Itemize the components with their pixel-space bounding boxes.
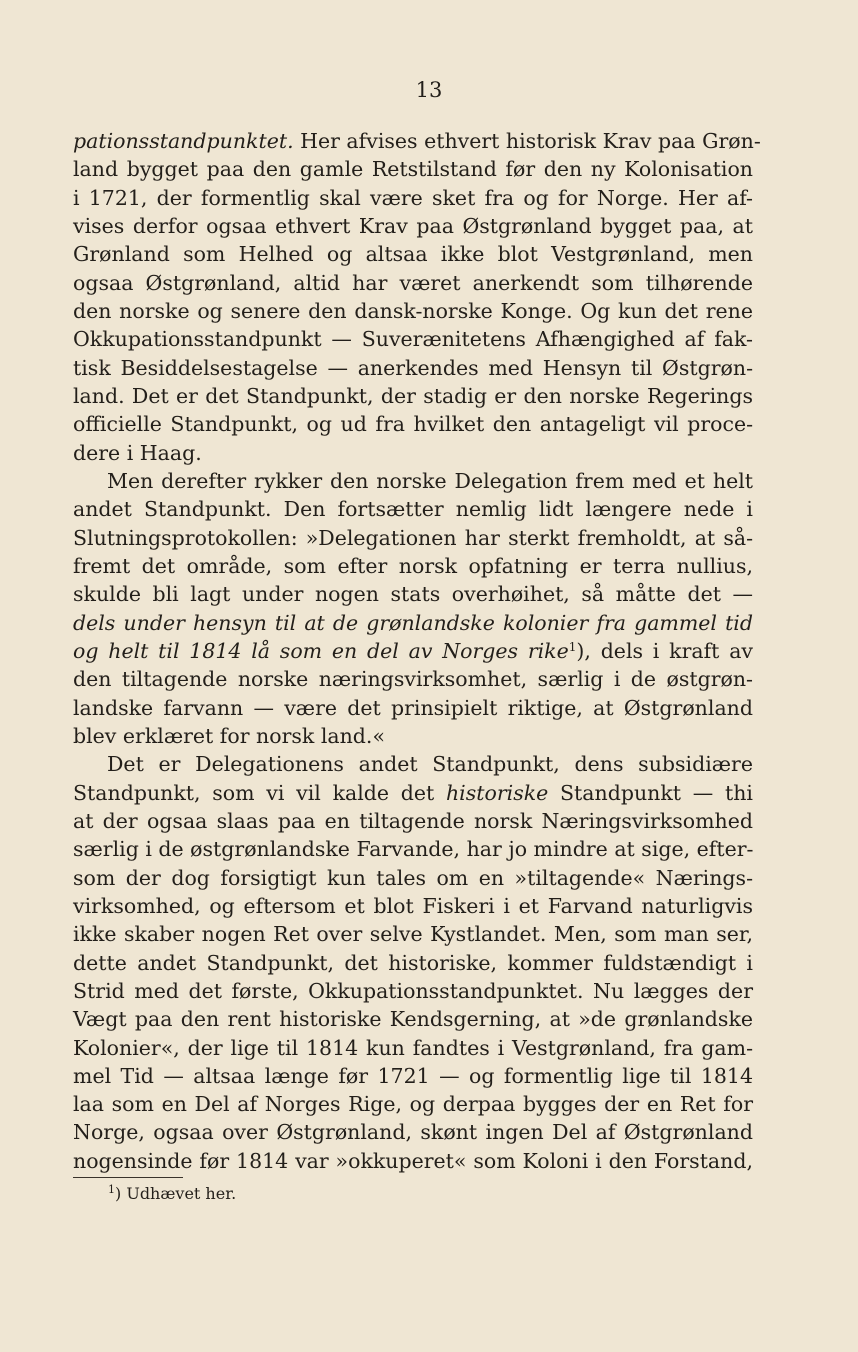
text-line xyxy=(73,184,753,212)
text-segment: ogsaa Østgrønland, altid har været anerkendt som tilhørende xyxy=(73,270,753,295)
text-segment: land. Det er det Standpunkt, der stadig er den norske Regerings xyxy=(73,383,753,408)
emphasized-text: historiske xyxy=(445,780,549,805)
text-line xyxy=(73,240,753,268)
footnote-reference: 1 xyxy=(568,639,577,654)
text-segment: virksomhed, og eftersom et blot Fiskeri i et Farvand naturligvis xyxy=(73,893,753,918)
body-text xyxy=(73,127,761,1175)
text-segment: laa som en Del af Norges Rige, og derpaa bygges der en Ret for xyxy=(73,1092,753,1117)
text-segment: Okkupationsstandpunkt — Suverænitetens Afhængighed af fak- xyxy=(73,327,753,352)
text-segment: skulde bli lagt under nogen stats overhøihet, så måtte det — xyxy=(73,582,753,607)
text-segment: som der dog forsigtigt kun tales om en »tiltagende« Nærings- xyxy=(73,865,753,890)
footnote-rule xyxy=(73,1177,183,1178)
text-line xyxy=(73,552,753,580)
text-segment: Kolonier«, der lige til 1814 kun fandtes i Vestgrønland, fra gam- xyxy=(73,1035,753,1060)
text-segment: mel Tid — altsaa længe før 1721 — og formentlig lige til 1814 xyxy=(73,1063,753,1088)
text-segment: den tiltagende norske næringsvirksomhet, særlig i de østgrøn- xyxy=(73,667,753,692)
text-line xyxy=(73,949,753,977)
text-line xyxy=(73,1005,753,1033)
footnote-text: ) Udhævet her. xyxy=(115,1184,237,1203)
text-segment: Vægt paa den rent historiske Kendsgerning, at »de grønlandske xyxy=(73,1007,753,1032)
text-line xyxy=(73,297,753,325)
text-line xyxy=(73,495,753,523)
text-segment: i 1721, der formentlig skal være sket fra og for Norge. Her af- xyxy=(73,185,753,210)
text-line xyxy=(73,920,753,948)
text-line xyxy=(73,779,753,807)
text-segment: vises derfor ogsaa ethvert Krav paa Østgrønland bygget paa, at xyxy=(73,213,753,238)
text-line xyxy=(73,410,753,438)
text-segment: den norske og senere den dansk-norske Konge. Og kun det rene xyxy=(73,298,753,323)
text-line xyxy=(73,155,753,183)
text-line xyxy=(73,1147,753,1175)
text-line xyxy=(73,722,753,750)
footnote-marker: 1 xyxy=(108,1183,115,1196)
text-line xyxy=(73,580,753,608)
text-line xyxy=(73,212,753,240)
emphasized-text: og helt til 1814 lå som en del av Norges rike xyxy=(73,638,569,663)
text-line xyxy=(73,1090,753,1118)
text-line xyxy=(73,637,753,665)
text-segment: Det er Delegationens andet Standpunkt, dens subsidiære xyxy=(107,752,753,777)
emphasized-text: dels under hensyn til at de grønlandske kolonier fra gammel tid xyxy=(73,610,753,635)
text-segment: Grønland som Helhed og altsaa ikke blot Vestgrønland, men xyxy=(73,242,753,267)
emphasized-text: pationsstandpunktet. xyxy=(73,129,294,153)
text-line xyxy=(73,1118,753,1146)
text-segment: blev erklæret for norsk land.« xyxy=(73,723,385,748)
text-line xyxy=(73,665,753,693)
footnote xyxy=(108,1184,236,1203)
text-segment: ), dels i kraft av xyxy=(576,638,753,663)
text-segment: Men derefter rykker den norske Delegation frem med et helt xyxy=(107,468,753,493)
text-segment: Slutningsprotokollen: »Delegationen har sterkt fremholdt, at så- xyxy=(73,525,753,550)
page-number: 13 xyxy=(415,78,443,102)
text-segment: at der ogsaa slaas paa en tiltagende norsk Næringsvirksomhed xyxy=(73,808,753,833)
text-segment: Norge, ogsaa over Østgrønland, skønt ingen Del af Østgrønland xyxy=(73,1120,753,1145)
text-segment: Standpunkt, som vi vil kalde det xyxy=(73,780,446,805)
text-segment: nogensinde før 1814 var »okkuperet« som Koloni i den Forstand, xyxy=(73,1148,753,1173)
text-line xyxy=(73,977,753,1005)
text-line xyxy=(73,269,753,297)
text-segment: tisk Besiddelsestagelse — anerkendes med Hensyn til Østgrøn- xyxy=(73,355,753,380)
text-line xyxy=(73,524,753,552)
text-segment: ikke skaber nogen Ret over selve Kystlandet. Men, som man ser, xyxy=(73,922,753,947)
text-line xyxy=(73,382,753,410)
text-line xyxy=(73,892,753,920)
text-line xyxy=(73,1062,753,1090)
text-segment: dette andet Standpunkt, det historiske, kommer fuldstændigt i xyxy=(73,950,753,975)
text-line xyxy=(73,807,753,835)
text-segment: officielle Standpunkt, og ud fra hvilket den antageligt vil proce- xyxy=(73,412,753,437)
text-line xyxy=(73,325,753,353)
text-line xyxy=(73,864,753,892)
text-segment: Her afvises ethvert historisk Krav paa Grøn- xyxy=(293,129,761,153)
text-segment: Strid med det første, Okkupationsstandpunktet. Nu lægges der xyxy=(73,978,753,1003)
text-line xyxy=(73,609,753,637)
text-line xyxy=(73,354,753,382)
text-line xyxy=(73,694,753,722)
text-line xyxy=(73,1034,753,1062)
text-segment: land bygget paa den gamle Retstilstand før den ny Kolonisation xyxy=(73,157,753,182)
text-line xyxy=(73,467,753,495)
text-segment: andet Standpunkt. Den fortsætter nemlig lidt længere nede i xyxy=(73,497,753,522)
text-line xyxy=(73,835,753,863)
text-line xyxy=(73,439,753,467)
text-segment: fremt det område, som efter norsk opfatning er terra nullius, xyxy=(73,553,753,578)
text-line xyxy=(73,750,753,778)
text-line xyxy=(73,127,761,155)
text-segment: dere i Haag. xyxy=(73,440,202,465)
text-segment: landske farvann — være det prinsipielt riktige, at Østgrønland xyxy=(73,695,753,720)
text-segment: Standpunkt — thi xyxy=(548,780,753,805)
text-segment: særlig i de østgrønlandske Farvande, har jo mindre at sige, efter- xyxy=(73,837,754,862)
